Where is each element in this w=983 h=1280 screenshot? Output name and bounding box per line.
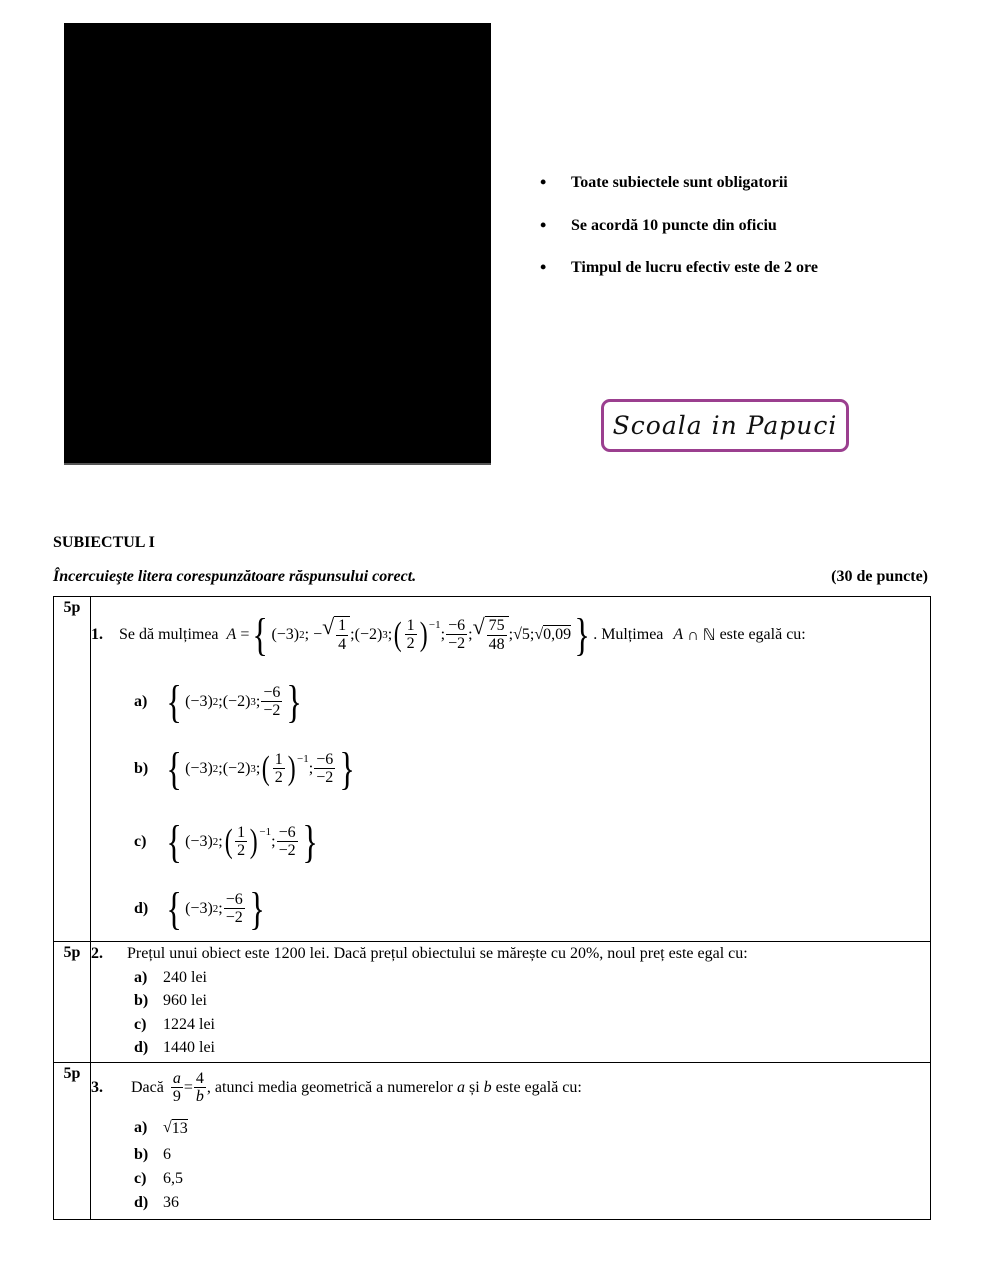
- total-points: (30 de puncte): [831, 568, 928, 585]
- option-text: 1224 lei: [163, 1015, 215, 1033]
- option-label: a): [134, 693, 148, 710]
- option-d[interactable]: [91, 1191, 930, 1215]
- question-suffix-2: este egală cu:: [719, 626, 806, 643]
- question-statement: [91, 1063, 930, 1113]
- option-text: 1440 lei: [163, 1039, 215, 1057]
- question-statement: [91, 597, 930, 671]
- logo-text: Scoala in Papuci: [612, 411, 838, 440]
- rule-item: • Timpul de lucru efectiv este de 2 ore: [540, 259, 818, 302]
- option-d[interactable]: [91, 1037, 930, 1061]
- question-cell: [91, 597, 931, 942]
- question-text-2: , atunci media geometrică a numerelor: [206, 1079, 453, 1096]
- question-text: Dacă: [131, 1079, 164, 1096]
- option-text: 36: [163, 1194, 179, 1211]
- set-a-expression: A = { (−3) 2 ; − √ $\frac{1}{4}$ ;(−2) 3 ; ( $\frac{1}{2}$ ) $^{-1}$ ; $\frac{-6}{-2}$ ; √ $\frac{75}{48}$ ;√5;√ 0,09 }: [226, 609, 590, 661]
- option-expression: { (−3) 2 ;(−2) 3 ; ( $\frac{1}{2}$ ) $^{-1}$ ; $\frac{-6}{-2}$ }: [166, 743, 355, 795]
- points-cell: 5p: [54, 942, 91, 1063]
- option-text: 6,5: [163, 1170, 183, 1187]
- option-d[interactable]: [91, 879, 930, 939]
- logo: [601, 399, 849, 452]
- option-text: 240 lei: [163, 968, 207, 986]
- option-b[interactable]: [91, 990, 930, 1014]
- option-expression: { (−3) 2 ;(−2) 3 ; $\frac{-6}{-2}$ }: [166, 676, 303, 728]
- option-label: d): [134, 1039, 149, 1057]
- question-cell: [91, 1063, 931, 1220]
- instruction-row: [53, 568, 928, 586]
- variable-b: b: [483, 1079, 492, 1096]
- option-label: d): [134, 900, 149, 917]
- option-text: 6: [163, 1146, 171, 1163]
- question-number: 2.: [91, 945, 103, 962]
- option-label: a): [134, 1119, 148, 1136]
- option-a[interactable]: [91, 671, 930, 733]
- option-a[interactable]: [91, 1113, 930, 1143]
- option-label: b): [134, 1146, 149, 1163]
- option-a[interactable]: [91, 966, 930, 990]
- option-label: b): [134, 760, 149, 777]
- question-text: Se dă mulțimea: [119, 626, 219, 643]
- question-suffix: . Mulțimea: [593, 626, 664, 643]
- option-expression: √ 13: [163, 1119, 188, 1137]
- question-text: Prețul unui obiect este 1200 lei. Dacă prețul obiectului se mărește cu 20%, noul preț este egal cu:: [127, 945, 748, 962]
- question-row: [54, 1063, 931, 1220]
- exam-rules-list: [540, 174, 818, 302]
- conjunction: și: [469, 1079, 480, 1096]
- question-number: 1.: [91, 626, 103, 643]
- question-statement: [91, 942, 930, 966]
- option-label: d): [134, 1194, 149, 1211]
- points-cell: 5p: [54, 1063, 91, 1220]
- variable-a: a: [457, 1079, 465, 1096]
- subject-title: SUBIECTUL I: [53, 534, 155, 551]
- option-label: a): [134, 968, 148, 986]
- question-number: 3.: [91, 1079, 103, 1096]
- instruction-text: Încercuieşte litera corespunzătoare răspunsului corect.: [53, 568, 417, 585]
- rule-item: • Se acordă 10 puncte din oficiu: [540, 217, 818, 260]
- points-cell: 5p: [54, 597, 91, 942]
- redacted-header-block: [64, 23, 491, 465]
- option-label: b): [134, 992, 149, 1010]
- intersection-expression: A ∩ ℕ: [673, 626, 716, 644]
- ratio-expression: $\frac{a}{9}$ = $\frac{4}{b}$: [172, 1069, 204, 1106]
- question-row: [54, 942, 931, 1063]
- option-label: c): [134, 833, 147, 850]
- questions-table: [53, 596, 931, 1220]
- option-c[interactable]: [91, 1167, 930, 1191]
- question-cell: [91, 942, 931, 1063]
- option-text: 960 lei: [163, 992, 207, 1010]
- option-expression: { (−3) 2 ; ( $\frac{1}{2}$ ) $^{-1}$ ; $\frac{-6}{-2}$ }: [166, 816, 318, 868]
- question-text-3: este egală cu:: [495, 1079, 582, 1096]
- option-label: c): [134, 1170, 147, 1187]
- question-row: [54, 597, 931, 942]
- option-c[interactable]: [91, 1013, 930, 1037]
- option-b[interactable]: [91, 1143, 930, 1167]
- option-b[interactable]: [91, 733, 930, 805]
- option-label: c): [134, 1015, 147, 1033]
- rule-item: • Toate subiectele sunt obligatorii: [540, 174, 818, 217]
- option-expression: { (−3) 2 ; $\frac{-6}{-2}$ }: [166, 883, 265, 935]
- option-c[interactable]: [91, 805, 930, 879]
